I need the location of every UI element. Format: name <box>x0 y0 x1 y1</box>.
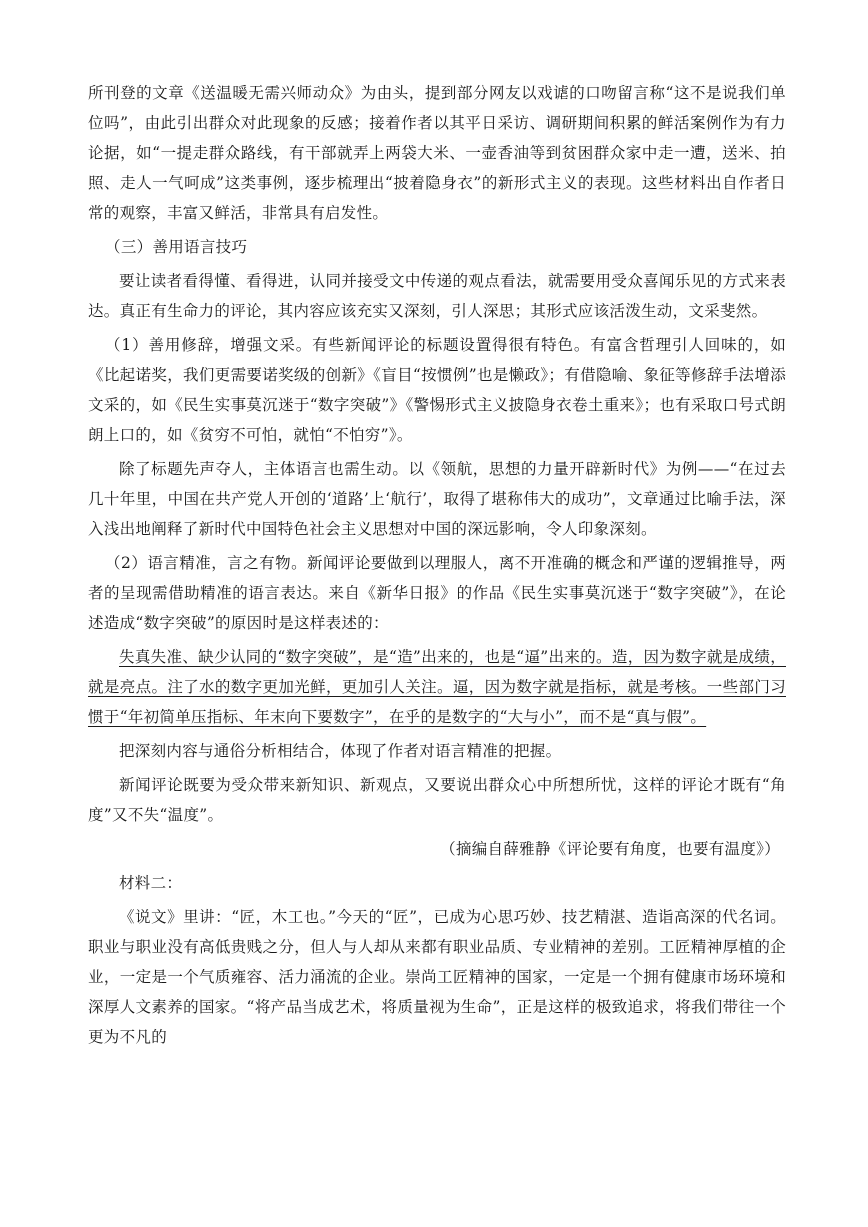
document-page <box>88 78 786 1052</box>
source-citation: （摘编自薛雅静《评论要有角度，也要有温度》） <box>440 840 780 858</box>
paragraph-precise-language: （2）语言精准，言之有物。新闻评论要做到以理服人，离不开准确的概念和严谨的逻辑推导，两者的呈现需借助精准的语言表达。来自《新华日报》的作品《民生实事莫沉迷于“数字突破”》，在论述造成“数字突破”的原因时是这样表述的： <box>88 554 786 632</box>
paragraph-rhetoric: （1）善用修辞，增强文采。有些新闻评论的标题设置得很有特色。有富含哲理引人回味的，如《比起诺奖，我们更需要诺奖级的创新》《盲目“按惯例”也是懒政》；有借隐喻、象征等修辞手法增添文采的，如《民生实事莫沉迷于“数字突破”》《警惕形式主义披隐身衣卷土重来》；也有采取口号式朗朗上口的，如《贫穷不可怕，就怕“不怕穷”》。 <box>88 336 786 444</box>
material-two-heading: 材料二： <box>119 874 183 892</box>
section-heading-language-skills: （三）善用语言技巧 <box>105 238 248 256</box>
paragraph-conclusion: 新闻评论既要为受众带来新知识、新观点，又要说出群众心中所想所忧，这样的评论才既有“角度”又不失“温度”。 <box>88 776 786 824</box>
paragraph-intro-continuation: 所刊登的文章《送温暖无需兴师动众》为由头，提到部分网友以戏谑的口吻留言称“这不是说我们单位吗”，由此引出群众对此现象的反感；接着作者以其平日采访、调研期间积累的鲜活案例作为有力论据，如“一提走群众路线，有干部就弄上两袋大米、一壶香油等到贫困群众家中走一遭，送米、拍照、走人一气呵成”这类事例，逐步梳理出“披着隐身衣”的新形式主义的表现。这些材料出自作者日常的观察，丰富又鲜活，非常具有启发性。 <box>88 84 786 222</box>
quoted-excerpt: 失真失准、缺少认同的“数字突破”，是“造”出来的，也是“逼”出来的。造，因为数字就是成绩，就是亮点。注了水的数字更加光鲜，更加引人关注。逼，因为数字就是指标，就是考核。一些部门习惯于“年初简单压指标、年末向下要数字”，在乎的是数字的“大与小”，而不是“真与假”。 <box>88 648 786 726</box>
paragraph-vivid-language: 除了标题先声夺人，主体语言也需生动。以《领航，思想的力量开辟新时代》为例——“在过去几十年里，中国在共产党人开创的‘道路’上‘航行’，取得了堪称伟大的成功”，文章通过比喻手法，深入浅出地阐释了新时代中国特色社会主义思想对中国的深远影响，令人印象深刻。 <box>88 460 786 538</box>
paragraph-language-expression: 要让读者看得懂、看得进，认同并接受文中传递的观点看法，就需要用受众喜闻乐见的方式来表达。真正有生命力的评论，其内容应该充实又深刻，引人深思；其形式应该活泼生动，文采斐然。 <box>88 272 786 320</box>
paragraph-summary: 把深刻内容与通俗分析相结合，体现了作者对语言精准的把握。 <box>119 742 562 760</box>
paragraph-craftsman-spirit: 《说文》里讲：“匠，木工也。”今天的“匠”，已成为心思巧妙、技艺精湛、造诣高深的代名词。职业与职业没有高低贵贱之分，但人与人却从来都有职业品质、专业精神的差别。工匠精神厚植的企业，一定是一个气质雍容、活力涌流的企业。崇尚工匠精神的国家，一定是一个拥有健康市场环境和深厚人文素养的国家。“将产品当成艺术，将质量视为生命”，正是这样的极致追求，将我们带往一个更为不凡的 <box>88 908 786 1046</box>
